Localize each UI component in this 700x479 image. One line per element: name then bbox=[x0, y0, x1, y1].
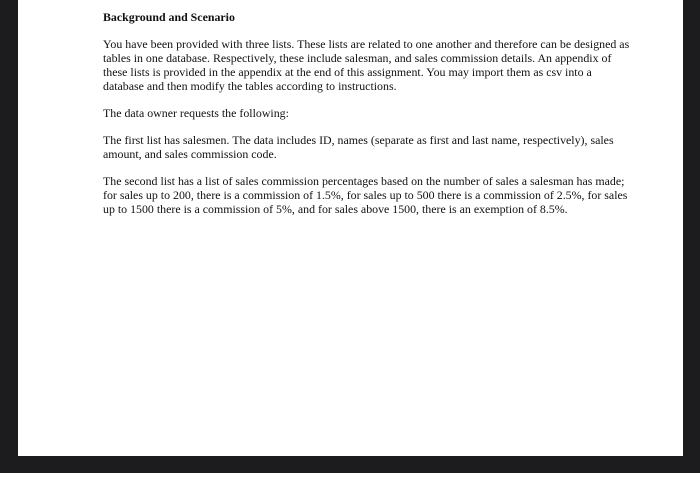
document-content bbox=[103, 10, 635, 229]
paragraph-intro: You have been provided with three lists. These lists are related to one another and therefore can be designed as tables in one database. Respectively, these include salesman, and sales commission details. An appendix of these lists is provided in the appendix at the end of this assignment. You may import them as csv into a database and then modify the tables according to instructions. bbox=[103, 37, 630, 93]
section-heading: Background and Scenario bbox=[103, 10, 235, 24]
paragraph-first-list: The first list has salesmen. The data includes ID, names (separate as first and last name, respectively), sales amount, and sales commission code. bbox=[103, 133, 614, 161]
left-border bbox=[0, 0, 18, 479]
right-border bbox=[683, 0, 700, 479]
bottom-border bbox=[0, 456, 700, 473]
bottom-strip bbox=[0, 473, 700, 479]
paragraph-requests: The data owner requests the following: bbox=[103, 106, 289, 120]
paragraph-second-list: The second list has a list of sales commission percentages based on the number of sales a salesman has made; for sales up to 200, there is a commission of 1.5%, for sales up to 500 there is a commission of 2.5%, for sales up to 1500 there is a commission of 5%, and for sales above 1500, there is an exemption of 8.5%. bbox=[103, 174, 628, 216]
document-page bbox=[18, 0, 683, 456]
